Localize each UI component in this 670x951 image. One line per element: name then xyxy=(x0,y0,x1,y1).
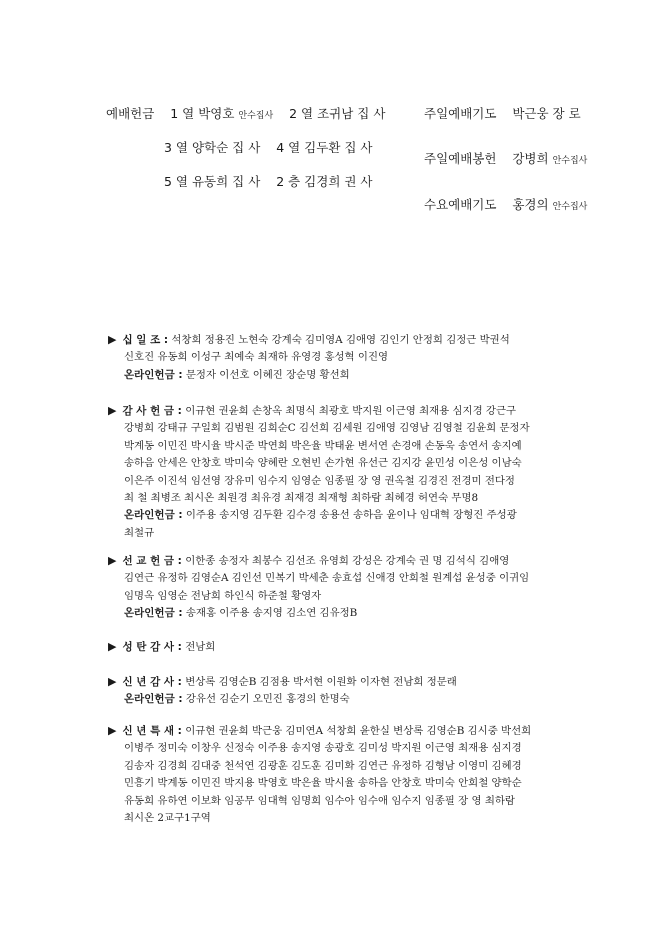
yearend-text: 변상록 김영순B 김점용 박서현 이원화 이자현 전남희 정문래 xyxy=(185,676,457,688)
newyear-line-3: 김송자 김경희 김대중 천석연 김광훈 김도훈 김미화 김연근 유정하 김형남 이영미 김혜경 xyxy=(124,759,522,772)
offering-row-1 xyxy=(106,104,385,122)
yearend-online: 강유선 김순기 오민진 홍경의 한명숙 xyxy=(185,693,350,706)
tithe-label: 십 일 조 : xyxy=(122,334,169,346)
thanks-online-2: 최철규 xyxy=(124,526,155,539)
thanks-line-6: 최 철 최병조 최시온 최원경 최유경 최재경 최재형 최하람 최혜경 허연숙 무명8 xyxy=(124,492,479,505)
offering-row-1-a: 1 열 박영호 xyxy=(170,106,235,121)
newyear-label: 신 년 특 새 : xyxy=(122,725,182,737)
mission-label: 선 교 헌 금 : xyxy=(122,555,182,567)
christmas-label: 성 탄 감 사 : xyxy=(122,641,182,653)
bullet-triangle-icon: ▶ xyxy=(108,554,117,567)
mission-line-1: 이한종 송정자 최봉수 김선조 유영희 강성은 강계숙 권 명 김석식 김애영 xyxy=(185,555,510,567)
yearend-label: 신 년 감 사 : xyxy=(122,676,182,688)
bullet-triangle-icon: ▶ xyxy=(108,724,117,737)
mission-line-3: 임명옥 임영순 전남희 하인식 하준철 황영자 xyxy=(124,589,322,602)
section-thanksgiving xyxy=(108,402,568,542)
mission-online-label: 온라인헌금 : xyxy=(124,607,183,620)
newyear-line-6: 최시온 2교구1구역 xyxy=(124,812,211,825)
thanks-line-3: 박계동 이민진 박시율 박시준 박연희 박은율 박태윤 변서연 손경애 손동욱 송연서 송지예 xyxy=(124,439,522,452)
thanks-line-5: 이은주 이진석 임선영 장유미 임수지 임영순 임종필 장 영 권옥철 김경진 전경미 전다정 xyxy=(124,474,515,487)
offering-row-1-b: 2 열 조귀남 집 사 xyxy=(289,106,386,121)
offering-row-3-a: 5 열 유동희 집 사 xyxy=(164,174,261,189)
offering-row-2-b: 4 열 김두환 집 사 xyxy=(276,140,373,155)
sunday-prayer-name: 박근웅 장 로 xyxy=(512,106,581,121)
section-tithe xyxy=(108,331,568,384)
thanks-online-1: 이주용 송지영 김두환 김수경 송용선 송하음 윤이나 임대혁 장형진 주성광 xyxy=(185,509,517,522)
wednesday-prayer-title: 안수집사 xyxy=(552,202,588,212)
christmas-text: 전남희 xyxy=(185,641,216,653)
section-mission xyxy=(108,552,568,623)
sunday-offering-prayer xyxy=(424,149,587,167)
sunday-prayer-label: 주일예배기도 xyxy=(424,106,497,121)
newyear-line-4: 민흥기 박계동 이민진 박지용 박영호 박은율 박시율 송하음 안창호 박미숙 안희철 양학순 xyxy=(124,777,522,790)
tithe-online-label: 온라인헌금 : xyxy=(124,368,183,381)
bullet-triangle-icon: ▶ xyxy=(108,404,117,417)
mission-line-2: 김연근 유정하 김영순A 김인선 민복기 박세춘 송효섭 신애경 안희철 원계섭 윤성중 이귀임 xyxy=(124,572,530,585)
tithe-line-2: 신호진 유동희 이성구 최예숙 최재하 유영경 홍성혁 이진영 xyxy=(124,351,389,364)
sunday-offering-prayer-title: 안수집사 xyxy=(552,156,588,166)
wednesday-prayer-label: 수요예배기도 xyxy=(424,197,497,212)
sunday-offering-prayer-label: 주일예배봉헌 xyxy=(424,151,497,166)
newyear-line-2: 이병주 정미숙 이창우 신정숙 이주용 송지영 송광호 김미성 박지원 이근영 최재용 심지경 xyxy=(124,742,522,755)
offering-row-1-a-title: 안수집사 xyxy=(238,111,274,121)
bullet-triangle-icon: ▶ xyxy=(108,675,117,688)
sunday-prayer xyxy=(424,104,581,122)
thanks-label: 감 사 헌 금 : xyxy=(122,405,182,417)
offering-row-3 xyxy=(164,172,373,190)
bullet-triangle-icon: ▶ xyxy=(108,640,117,653)
section-christmas xyxy=(108,638,568,656)
thanks-online-label: 온라인헌금 : xyxy=(124,509,183,522)
offering-row-2-a: 3 열 양학순 집 사 xyxy=(164,140,261,155)
section-newyear-special xyxy=(108,722,568,827)
thanks-line-1: 이규현 권윤희 손창옥 최명식 최광호 박지원 이근영 최재용 심지경 강근구 xyxy=(185,405,517,417)
tithe-line-1: 석창희 정용진 노현숙 강계숙 김미영A 김애영 김인기 안정희 김정근 박권석 xyxy=(171,334,510,346)
offering-label: 예배헌금 xyxy=(106,106,155,121)
sunday-offering-prayer-name: 강병희 xyxy=(512,151,549,166)
tithe-online: 문정자 이선호 이혜진 장순명 황선희 xyxy=(185,368,350,381)
thanks-line-2: 강병희 강태규 구일회 김범원 김희순C 김선희 김세원 김애영 김영남 김영철 김윤희 문정자 xyxy=(124,422,530,435)
wednesday-prayer-name: 홍경의 xyxy=(512,197,549,212)
bullet-triangle-icon: ▶ xyxy=(108,333,117,346)
newyear-line-5: 유동희 유하연 이보화 임공무 임대혁 임명희 임수아 임수애 임수지 임종필 장 영 최하람 xyxy=(124,794,515,807)
newyear-line-1: 이규현 권윤희 박근웅 김미연A 석창희 윤한실 변상록 김영순B 김시중 박선희 xyxy=(185,725,532,737)
offering-row-2 xyxy=(164,138,373,156)
offering-row-3-b: 2 층 김경희 권 사 xyxy=(276,174,373,189)
section-newyear-thanks xyxy=(108,673,568,709)
mission-online: 송재홍 이주용 송지영 김소연 김유정B xyxy=(185,607,358,620)
wednesday-prayer xyxy=(424,195,587,213)
thanks-line-4: 송하음 안세은 안창호 박미숙 양혜란 오현빈 손가현 유선근 김지강 윤민성 이은성 이남숙 xyxy=(124,457,522,470)
yearend-online-label: 온라인헌금 : xyxy=(124,693,183,706)
